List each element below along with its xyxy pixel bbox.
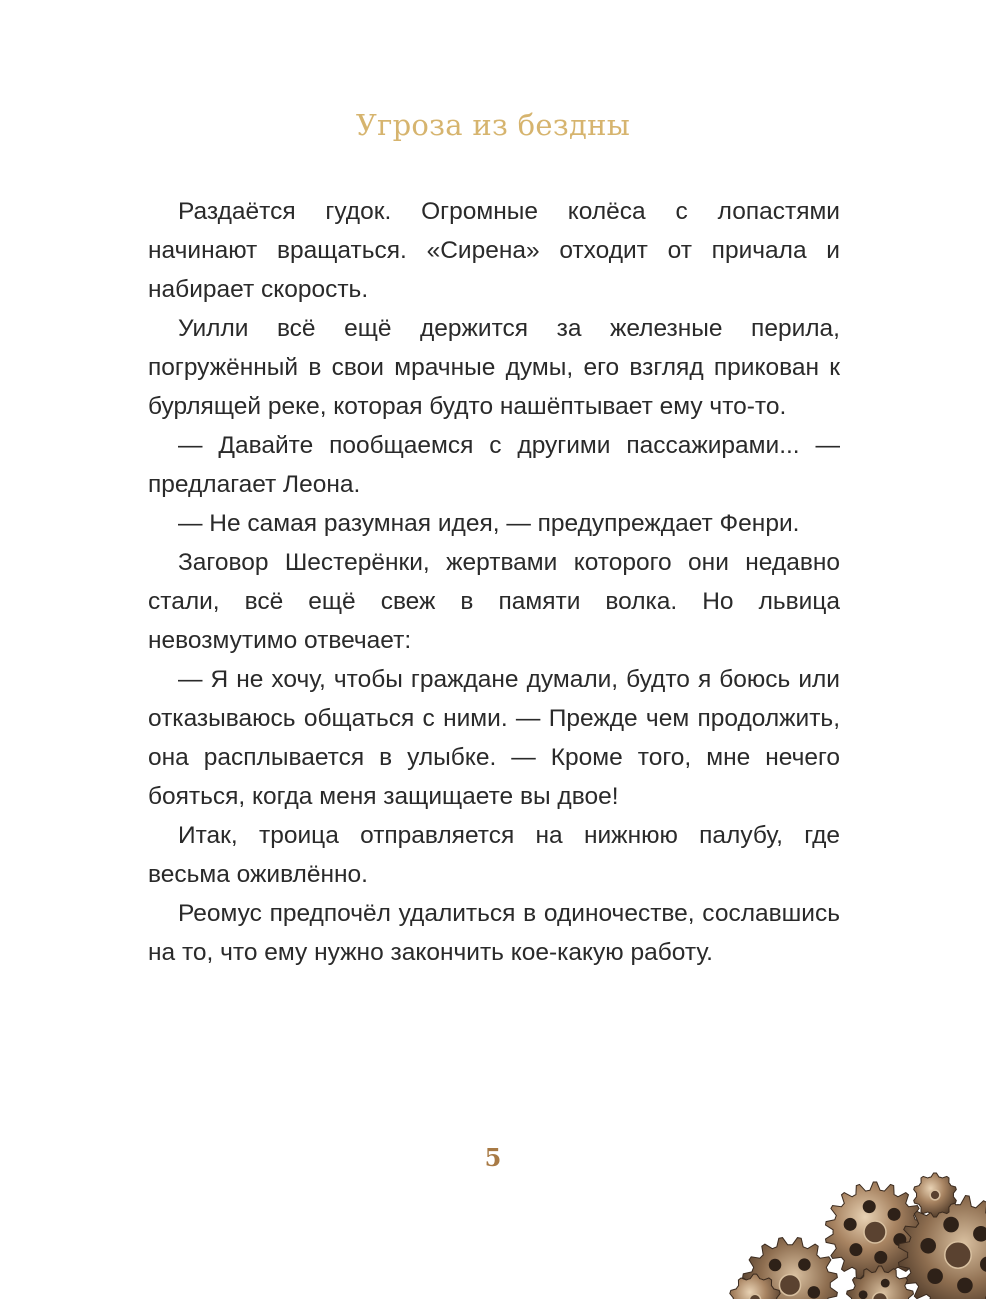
gear-hole-icon <box>844 1218 857 1231</box>
paragraph: — Не самая разумная идея, — предупреждает Фенри. <box>178 510 800 537</box>
gear-hole-icon <box>874 1251 887 1264</box>
gear-hole-icon <box>957 1278 973 1294</box>
paragraph: Заговор Шестерёнки, жертвами которого они недавно стали, всё ещё свеж в памяти волка. Но львица невозмутимо отвечает: <box>148 549 840 654</box>
gear-hole-icon <box>920 1238 936 1254</box>
paragraph: — Давайте пообщаемся с другими пассажирами... — предлагает Леона. <box>148 432 840 498</box>
paragraph: Уилли всё ещё держится за железные перила, погружённый в свои мрачные думы, его взгляд прикован к бурлящей реке, которая будто нашёптывает ему что-то. <box>148 315 840 420</box>
paragraph: Реомус предпочёл удалиться в одиночестве, сославшись на то, что ему нужно закончить кое-какую работу. <box>148 900 840 966</box>
gear-hub-icon <box>749 1294 760 1299</box>
gear-hole-icon <box>881 1279 890 1288</box>
gear-hole-icon <box>859 1290 868 1299</box>
gear-hub-icon <box>930 1190 940 1200</box>
gear-hole-icon <box>863 1200 876 1213</box>
chapter-title: Угроза из бездны <box>355 108 631 142</box>
paragraph: Итак, троица отправляется на нижнюю палубу, где весьма оживлённо. <box>148 822 840 888</box>
gear-hole-icon <box>769 1259 781 1271</box>
page-number: 5 <box>484 1143 502 1172</box>
paragraph: — Я не хочу, чтобы граждане думали, будто я боюсь или отказываюсь общаться с ними. — Прежде чем продолжить, она расплывается в улыбке. — Кроме того, мне нечего бояться, когда меня защищаете вы двое! <box>148 666 840 810</box>
gear-hole-icon <box>798 1258 810 1270</box>
gear-hole-icon <box>888 1208 901 1221</box>
gear-hole-icon <box>927 1268 943 1284</box>
gear-hole-icon <box>943 1217 959 1233</box>
paragraph: Раздаётся гудок. Огромные колёса с лопастями начинают вращаться. «Сирена» отходит от причала и набирает скорость. <box>148 198 840 303</box>
gear-hub-icon <box>945 1242 971 1268</box>
gear-hub-icon <box>779 1274 800 1295</box>
gear-hole-icon <box>808 1286 820 1298</box>
gear-hub-icon <box>864 1221 886 1243</box>
gear-hole-icon <box>849 1243 862 1256</box>
